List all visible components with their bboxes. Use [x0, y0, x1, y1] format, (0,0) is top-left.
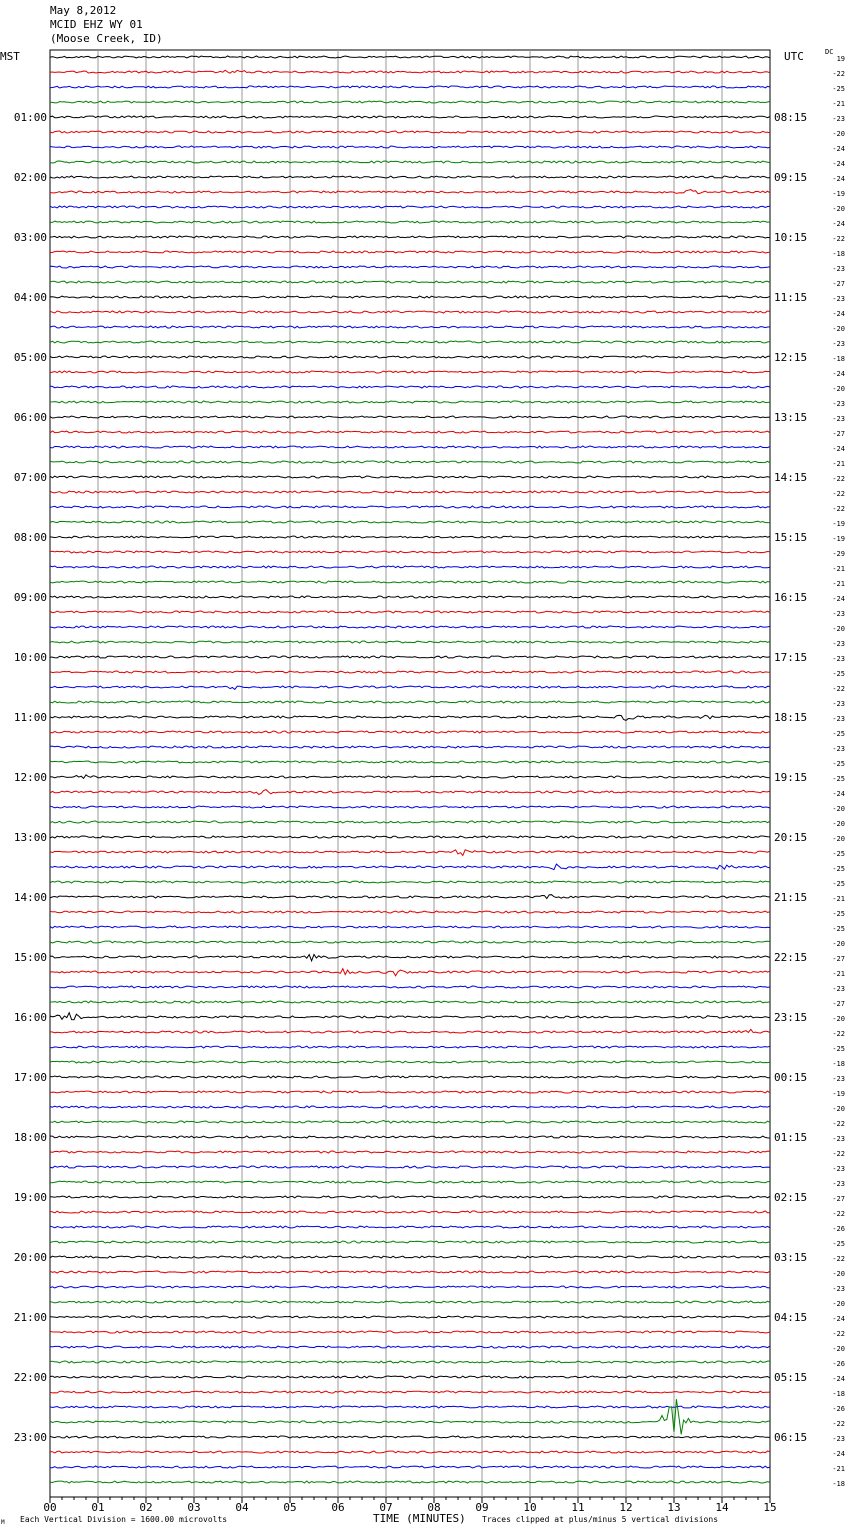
trace-line [50, 1076, 770, 1078]
dc-offset-label: -23 [832, 700, 845, 708]
utc-hour-label: 19:15 [774, 771, 808, 784]
mst-hour-label: 06:00 [13, 411, 47, 424]
dc-offset-label: -22 [832, 1030, 845, 1038]
dc-offset-label: -23 [832, 1285, 845, 1293]
trace-line [50, 761, 770, 763]
x-axis-label: TIME (MINUTES) [373, 1512, 466, 1525]
dc-offset-label: -23 [832, 640, 845, 648]
trace-line [50, 1361, 770, 1363]
utc-hour-label: 23:15 [774, 1011, 808, 1024]
trace-line [50, 969, 770, 976]
trace-line [50, 1436, 770, 1438]
x-tick-label: 09 [475, 1501, 489, 1514]
dc-offset-label: -27 [832, 1195, 845, 1203]
utc-hour-label: 00:15 [774, 1071, 808, 1084]
trace-line [50, 881, 770, 883]
dc-offset-label: -23 [832, 1435, 845, 1443]
trace-line [50, 1391, 770, 1393]
x-tick-label: 08 [427, 1501, 441, 1514]
utc-hour-label: 15:15 [774, 531, 808, 544]
utc-hour-label: 10:15 [774, 231, 808, 244]
trace-line [50, 1121, 770, 1124]
trace-line [50, 895, 770, 899]
trace-line [50, 1451, 770, 1453]
dc-offset-label: -24 [832, 790, 845, 798]
utc-hour-label: 08:15 [774, 111, 808, 124]
dc-offset-label: -19 [832, 1090, 845, 1098]
trace-line [50, 1001, 770, 1003]
x-tick-label: 12 [619, 1501, 633, 1514]
dc-offset-label: -19 [832, 190, 845, 198]
trace-line [50, 1301, 770, 1303]
utc-hour-label: 22:15 [774, 951, 808, 964]
trace-line [50, 131, 770, 133]
trace-line [50, 551, 770, 553]
trace-line [50, 821, 770, 823]
dc-offset-label: -25 [832, 775, 845, 783]
x-tick-label: 07 [379, 1501, 393, 1514]
dc-offset-label: -22 [832, 685, 845, 693]
dc-offset-label: -20 [832, 1015, 845, 1023]
trace-line [50, 1013, 770, 1020]
trace-line [50, 311, 770, 313]
dc-offset-label: -24 [832, 1375, 845, 1383]
utc-hour-label: 16:15 [774, 591, 808, 604]
utc-hour-label: 09:15 [774, 171, 808, 184]
trace-line [50, 446, 770, 448]
trace-line [50, 176, 770, 178]
utc-hour-label: 20:15 [774, 831, 808, 844]
x-tick-label: 01 [91, 1501, 105, 1514]
dc-offset-label: -23 [832, 1075, 845, 1083]
trace-line [50, 626, 770, 628]
dc-offset-label: -25 [832, 730, 845, 738]
trace-line [50, 701, 770, 703]
trace-line [50, 536, 770, 538]
trace-line [50, 521, 770, 523]
trace-line [50, 190, 770, 194]
trace-line [50, 1241, 770, 1243]
dc-offset-label: -23 [832, 985, 845, 993]
trace-line [50, 911, 770, 913]
trace-line [50, 986, 770, 988]
utc-hour-label: 14:15 [774, 471, 808, 484]
utc-hour-label: 06:15 [774, 1431, 808, 1444]
trace-line [50, 1406, 770, 1408]
dc-offset-label: -24 [832, 145, 845, 153]
x-tick-label: 05 [283, 1501, 297, 1514]
trace-line [50, 506, 770, 508]
trace-line [50, 86, 770, 88]
trace-line [50, 1196, 770, 1198]
trace-line [50, 431, 770, 433]
dc-offset-label: -25 [832, 925, 845, 933]
trace-line [50, 611, 770, 613]
trace-line [50, 1136, 770, 1138]
dc-offset-label: -24 [832, 220, 845, 228]
utc-hour-label: 21:15 [774, 891, 808, 904]
scale-note: Each Vertical Division = 1600.00 microvolts [20, 1515, 228, 1524]
utc-hour-label: 01:15 [774, 1131, 808, 1144]
trace-line [50, 1256, 770, 1258]
clip-note: Traces clipped at plus/minus 5 vertical divisions [482, 1515, 719, 1524]
x-tick-label: 10 [523, 1501, 537, 1514]
utc-hour-label: 11:15 [774, 291, 808, 304]
x-tick-label: 03 [187, 1501, 201, 1514]
trace-line [50, 806, 770, 808]
dc-offset-label: -21 [832, 580, 845, 588]
trace-line [50, 266, 770, 268]
trace-line [50, 1399, 770, 1434]
dc-offset-label: -24 [832, 310, 845, 318]
utc-hour-label: 12:15 [774, 351, 808, 364]
dc-offset-label: -25 [832, 910, 845, 918]
utc-hour-label: 13:15 [774, 411, 808, 424]
trace-line [50, 56, 770, 58]
trace-line [50, 1286, 770, 1288]
dc-offset-label: 19 [836, 55, 845, 63]
utc-hour-label: 04:15 [774, 1311, 808, 1324]
trace-line [50, 1211, 770, 1213]
dc-offset-label: -18 [832, 1480, 845, 1488]
dc-offset-label: -23 [832, 415, 845, 423]
mst-hour-label: 01:00 [13, 111, 47, 124]
right-zone-label: UTC [784, 50, 804, 63]
dc-label: DC [825, 48, 834, 56]
dc-offset-label: -23 [832, 400, 845, 408]
trace-line [50, 401, 770, 403]
utc-hour-label: 02:15 [774, 1191, 808, 1204]
dc-offset-label: -23 [832, 295, 845, 303]
utc-hour-label: 05:15 [774, 1371, 808, 1384]
trace-line [50, 1271, 770, 1273]
trace-line [50, 656, 770, 658]
trace-line [50, 1166, 770, 1168]
dc-offset-label: -25 [832, 670, 845, 678]
dc-offset-label: -20 [832, 385, 845, 393]
left-zone-label: MST [0, 50, 20, 63]
dc-offset-label: -20 [832, 130, 845, 138]
trace-line [50, 566, 770, 568]
trace-line [50, 731, 770, 733]
dc-offset-label: -19 [832, 535, 845, 543]
trace-line [50, 1481, 770, 1483]
mst-hour-label: 02:00 [13, 171, 47, 184]
trace-line [50, 296, 770, 298]
trace-line [50, 326, 770, 328]
trace-line [50, 371, 770, 373]
trace-line [50, 416, 770, 418]
trace-line [50, 581, 770, 583]
dc-offset-label: -20 [832, 1270, 845, 1278]
trace-line [50, 1106, 770, 1108]
trace-line [50, 1226, 770, 1228]
dc-offset-label: -22 [832, 475, 845, 483]
trace-line [50, 790, 770, 795]
dc-offset-label: -22 [832, 1330, 845, 1338]
dc-offset-label: -21 [832, 970, 845, 978]
x-tick-label: 04 [235, 1501, 249, 1514]
dc-offset-label: -22 [832, 1255, 845, 1263]
trace-line [50, 281, 770, 283]
trace-line [50, 1331, 770, 1333]
dc-offset-label: -22 [832, 505, 845, 513]
trace-line [50, 1316, 770, 1318]
trace-line [50, 221, 770, 223]
trace-line [50, 386, 770, 388]
mst-hour-label: 05:00 [13, 351, 47, 364]
mst-hour-label: 20:00 [13, 1251, 47, 1264]
trace-line [50, 356, 770, 358]
dc-offset-label: -24 [832, 445, 845, 453]
dc-offset-label: -21 [832, 100, 845, 108]
trace-line [50, 236, 770, 238]
trace-line [50, 461, 770, 463]
mst-hour-label: 19:00 [13, 1191, 47, 1204]
trace-line [50, 1029, 770, 1033]
mst-hour-label: 18:00 [13, 1131, 47, 1144]
dc-offset-label: -18 [832, 1060, 845, 1068]
x-tick-label: 15 [763, 1501, 777, 1514]
dc-offset-label: -22 [832, 1120, 845, 1128]
dc-offset-label: -23 [832, 610, 845, 618]
trace-line [50, 641, 770, 643]
dc-offset-label: -27 [832, 280, 845, 288]
dc-offset-label: -29 [832, 550, 845, 558]
trace-line [50, 1376, 770, 1378]
dc-offset-label: -25 [832, 1045, 845, 1053]
x-tick-label: 11 [571, 1501, 585, 1514]
dc-offset-label: -18 [832, 355, 845, 363]
mst-hour-label: 04:00 [13, 291, 47, 304]
trace-line [50, 864, 770, 870]
trace-line [50, 251, 770, 253]
dc-offset-label: -21 [832, 565, 845, 573]
dc-offset-label: -25 [832, 760, 845, 768]
dc-offset-label: -24 [832, 1450, 845, 1458]
utc-hour-label: 18:15 [774, 711, 808, 724]
trace-line [50, 476, 770, 478]
dc-offset-label: -23 [832, 340, 845, 348]
dc-offset-label: -22 [832, 490, 845, 498]
header-station: MCID EHZ WY 01 [50, 18, 143, 31]
dc-offset-label: -23 [832, 745, 845, 753]
mst-hour-label: 15:00 [13, 951, 47, 964]
trace-line [50, 686, 770, 689]
trace-line [50, 926, 770, 928]
dc-offset-label: -23 [832, 1135, 845, 1143]
trace-line [50, 1046, 770, 1048]
dc-offset-label: -23 [832, 115, 845, 123]
dc-offset-label: -20 [832, 835, 845, 843]
dc-offset-label: -22 [832, 1420, 845, 1428]
trace-line [50, 341, 770, 343]
trace-line [50, 1466, 770, 1468]
trace-line [50, 116, 770, 118]
dc-offset-label: -24 [832, 1315, 845, 1323]
mst-hour-label: 17:00 [13, 1071, 47, 1084]
dc-offset-label: -24 [832, 595, 845, 603]
corner-mark: M [1, 1519, 5, 1526]
trace-line [50, 775, 770, 779]
dc-offset-label: -20 [832, 940, 845, 948]
dc-offset-label: -26 [832, 1360, 845, 1368]
trace-line [50, 1061, 770, 1063]
dc-offset-label: -22 [832, 235, 845, 243]
trace-line [50, 596, 770, 598]
mst-hour-label: 08:00 [13, 531, 47, 544]
trace-line [50, 671, 770, 673]
trace-line [50, 955, 770, 961]
mst-hour-label: 22:00 [13, 1371, 47, 1384]
dc-offset-label: -22 [832, 70, 845, 78]
dc-offset-label: -20 [832, 205, 845, 213]
trace-line [50, 161, 770, 163]
trace-line [50, 836, 770, 838]
trace-line [50, 715, 770, 720]
x-tick-label: 06 [331, 1501, 345, 1514]
dc-offset-label: -24 [832, 160, 845, 168]
dc-offset-label: -27 [832, 1000, 845, 1008]
dc-offset-label: -27 [832, 430, 845, 438]
trace-line [50, 70, 770, 73]
dc-offset-label: -20 [832, 805, 845, 813]
trace-line [50, 1091, 770, 1093]
mst-hour-label: 07:00 [13, 471, 47, 484]
dc-offset-label: -24 [832, 175, 845, 183]
trace-line [50, 1151, 770, 1153]
x-tick-label: 13 [667, 1501, 681, 1514]
mst-hour-label: 21:00 [13, 1311, 47, 1324]
mst-hour-label: 13:00 [13, 831, 47, 844]
dc-offset-label: -18 [832, 1390, 845, 1398]
x-tick-label: 00 [43, 1501, 57, 1514]
trace-line [50, 941, 770, 943]
trace-line [50, 206, 770, 208]
dc-offset-label: -25 [832, 880, 845, 888]
mst-hour-label: 12:00 [13, 771, 47, 784]
dc-offset-label: -23 [832, 655, 845, 663]
utc-hour-label: 03:15 [774, 1251, 808, 1264]
dc-offset-label: -25 [832, 850, 845, 858]
dc-offset-label: -25 [832, 1240, 845, 1248]
dc-offset-label: -23 [832, 1165, 845, 1173]
header-location: (Moose Creek, ID) [50, 32, 163, 45]
dc-offset-label: -25 [832, 85, 845, 93]
dc-offset-label: -23 [832, 265, 845, 273]
utc-hour-label: 17:15 [774, 651, 808, 664]
mst-hour-label: 09:00 [13, 591, 47, 604]
trace-line [50, 101, 770, 103]
header-date: May 8,2012 [50, 4, 117, 17]
dc-offset-label: -20 [832, 325, 845, 333]
dc-offset-label: -20 [832, 1105, 845, 1113]
dc-offset-label: -19 [832, 520, 845, 528]
trace-line [50, 146, 770, 148]
dc-offset-label: -21 [832, 1465, 845, 1473]
mst-hour-label: 16:00 [13, 1011, 47, 1024]
dc-offset-label: -26 [832, 1405, 845, 1413]
dc-offset-label: -21 [832, 460, 845, 468]
dc-offset-label: -22 [832, 1150, 845, 1158]
mst-hour-label: 14:00 [13, 891, 47, 904]
dc-offset-label: -21 [832, 895, 845, 903]
dc-offset-label: -23 [832, 715, 845, 723]
mst-hour-label: 23:00 [13, 1431, 47, 1444]
trace-line [50, 850, 770, 856]
trace-line [50, 746, 770, 748]
dc-offset-label: -27 [832, 955, 845, 963]
dc-offset-label: -20 [832, 625, 845, 633]
dc-offset-label: -20 [832, 820, 845, 828]
trace-line [50, 491, 770, 493]
trace-line [50, 1346, 770, 1348]
x-tick-label: 14 [715, 1501, 729, 1514]
dc-offset-label: -22 [832, 1210, 845, 1218]
mst-hour-label: 11:00 [13, 711, 47, 724]
trace-line [50, 1181, 770, 1183]
dc-offset-label: -24 [832, 370, 845, 378]
mst-hour-label: 10:00 [13, 651, 47, 664]
dc-offset-label: -18 [832, 250, 845, 258]
dc-offset-label: -25 [832, 865, 845, 873]
x-tick-label: 02 [139, 1501, 153, 1514]
dc-offset-label: -23 [832, 1180, 845, 1188]
mst-hour-label: 03:00 [13, 231, 47, 244]
dc-offset-label: -20 [832, 1345, 845, 1353]
dc-offset-label: -26 [832, 1225, 845, 1233]
dc-offset-label: -20 [832, 1300, 845, 1308]
